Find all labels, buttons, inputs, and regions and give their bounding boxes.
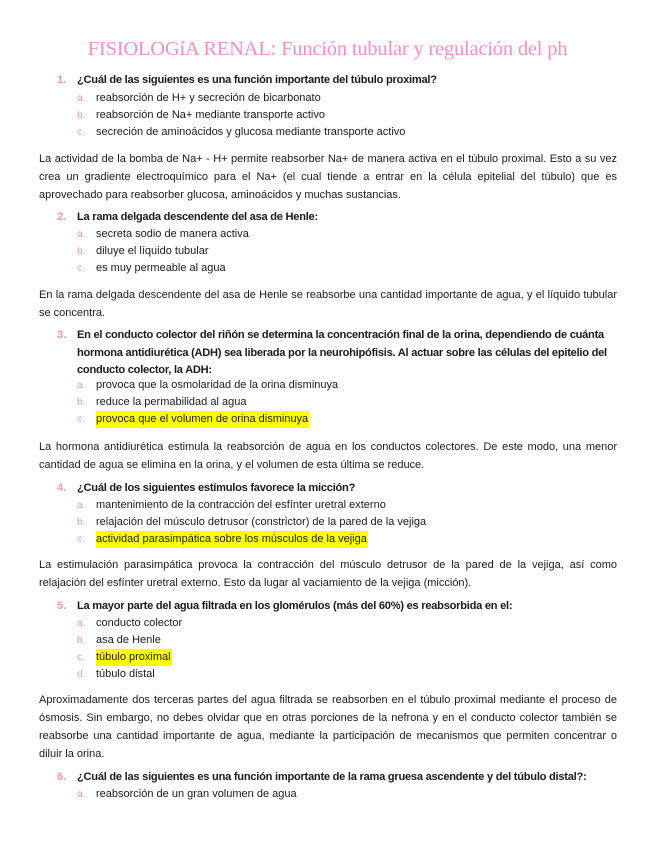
question-text: ¿Cuál de las siguientes es una función importante del túbulo proximal? [77, 74, 437, 86]
option-letter: a. [77, 229, 86, 240]
option-letter: b. [77, 635, 86, 646]
question-number: 1. [57, 74, 67, 86]
question-text: La rama delgada descendente del asa de Henle: [77, 211, 318, 223]
explanation-4: La estimulación parasimpática provoca la contracción del músculo detrusor de la pared de la vejiga, así como relajación del esfínter uretral externo. Esto da lugar al vaciamiento de la vejiga (micción). [39, 559, 617, 589]
option-letter: a. [77, 380, 86, 391]
question-2 [57, 209, 623, 227]
option-letter: b. [77, 397, 86, 408]
question-text: En el conducto colector del riñón se determina la concentración final de la orina, dependiendo de cuánta hormona antidiurética (ADH) sea liberada por la neurohipófisis. Al actuar sobre las células del epitelio del conducto colector, la ADH: [77, 329, 607, 376]
question-4 [57, 480, 623, 498]
option-letter: a. [77, 500, 86, 511]
highlighted-answer: actividad parasimpática sobre los músculos de la vejiga [96, 531, 368, 548]
explanation-2: En la rama delgada descendente del asa de Henle se reabsorbe una cantidad importante de agua, y el líquido tubular se concentra. [39, 289, 617, 319]
option-text: diluye el líquido tubular [96, 245, 209, 257]
question-number: 4. [57, 482, 67, 494]
option-letter: c. [77, 534, 85, 545]
option-letter: b. [77, 246, 86, 257]
question-6 [57, 769, 623, 787]
page-title: FISIOLOGíA RENAL: Función tubular y regulación del ph [87, 38, 568, 60]
option-letter: a. [77, 93, 86, 104]
option-text: reabsorción de H+ y secreción de bicarbonato [96, 92, 321, 104]
option-text: mantenimiento de la contracción del esfínter uretral externo [96, 499, 386, 511]
highlighted-answer: túbulo proximal [96, 649, 172, 666]
option-letter: c. [77, 127, 85, 138]
option-text: asa de Henle [96, 634, 161, 646]
option-letter: d. [77, 669, 86, 680]
question-3 [57, 327, 623, 380]
question-number: 2. [57, 211, 67, 223]
question-1 [57, 72, 623, 90]
option-text: provoca que la osmolaridad de la orina disminuya [96, 379, 339, 391]
question-number: 5. [57, 600, 67, 612]
question-text: ¿Cuál de las siguientes es una función importante de la rama gruesa ascendente y del túbulo distal?: [77, 771, 587, 783]
option-text: reabsorción de Na+ mediante transporte activo [96, 109, 325, 121]
option-letter: b. [77, 517, 86, 528]
option-text: reduce la permabilidad al agua [96, 396, 247, 408]
option-letter: c. [77, 652, 85, 663]
question-number: 3. [57, 329, 67, 341]
question-text: ¿Cuál de los siguientes estímulos favorece la micción? [77, 482, 356, 494]
option-letter: c. [77, 263, 85, 274]
option-text: túbulo distal [96, 668, 155, 680]
explanation-1: La actividad de la bomba de Na+ - H+ permite reabsorber Na+ de manera activa en el túbulo proximal. Esto a su vez crea un gradiente electroquímico para el Na+ (el cual tiende a entrar en la célula epitelial del túbulo) que es aprovechado para reabsorber glucosa, aminoácidos y muchas sustancias. [39, 153, 617, 201]
option-letter: c. [77, 414, 85, 425]
option-text: reabsorción de un gran volumen de agua [96, 788, 297, 800]
question-5 [57, 598, 623, 616]
explanation-3: La hormona antidiurética estimula la reabsorción de agua en los conductos colectores. De este modo, una menor cantidad de agua se elimina en la orina, y el volumen de esta última se reduce. [39, 441, 617, 471]
option-letter: a. [77, 618, 86, 629]
question-text: La mayor parte del agua filtrada en los glomérulos (más del 60%) es reabsorbida en el: [77, 600, 513, 612]
option-letter: a. [77, 789, 86, 800]
option-text: es muy permeable al agua [96, 262, 226, 274]
explanation-5: Aproximadamente dos terceras partes del agua filtrada se reabsorben en el túbulo proximal mediante el proceso de ósmosis. Sin embargo, no debes olvidar que en otras porciones de la nefrona y en el conducto colector también se reabsorbe una cantidad importante de agua, mediante la participación de mecanismos que permiten concentrar o diluir la orina. [39, 694, 617, 760]
option-text: relajación del músculo detrusor (constrictor) de la pared de la vejiga [96, 516, 427, 528]
option-letter: b. [77, 110, 86, 121]
option-text: secreta sodio de manera activa [96, 228, 249, 240]
highlighted-answer: provoca que el volumen de orina disminuya [96, 411, 309, 428]
option-text: secreción de aminoácidos y glucosa mediante transporte activo [96, 126, 406, 138]
option-text: conducto colector [96, 617, 183, 629]
question-number: 6. [57, 771, 67, 783]
